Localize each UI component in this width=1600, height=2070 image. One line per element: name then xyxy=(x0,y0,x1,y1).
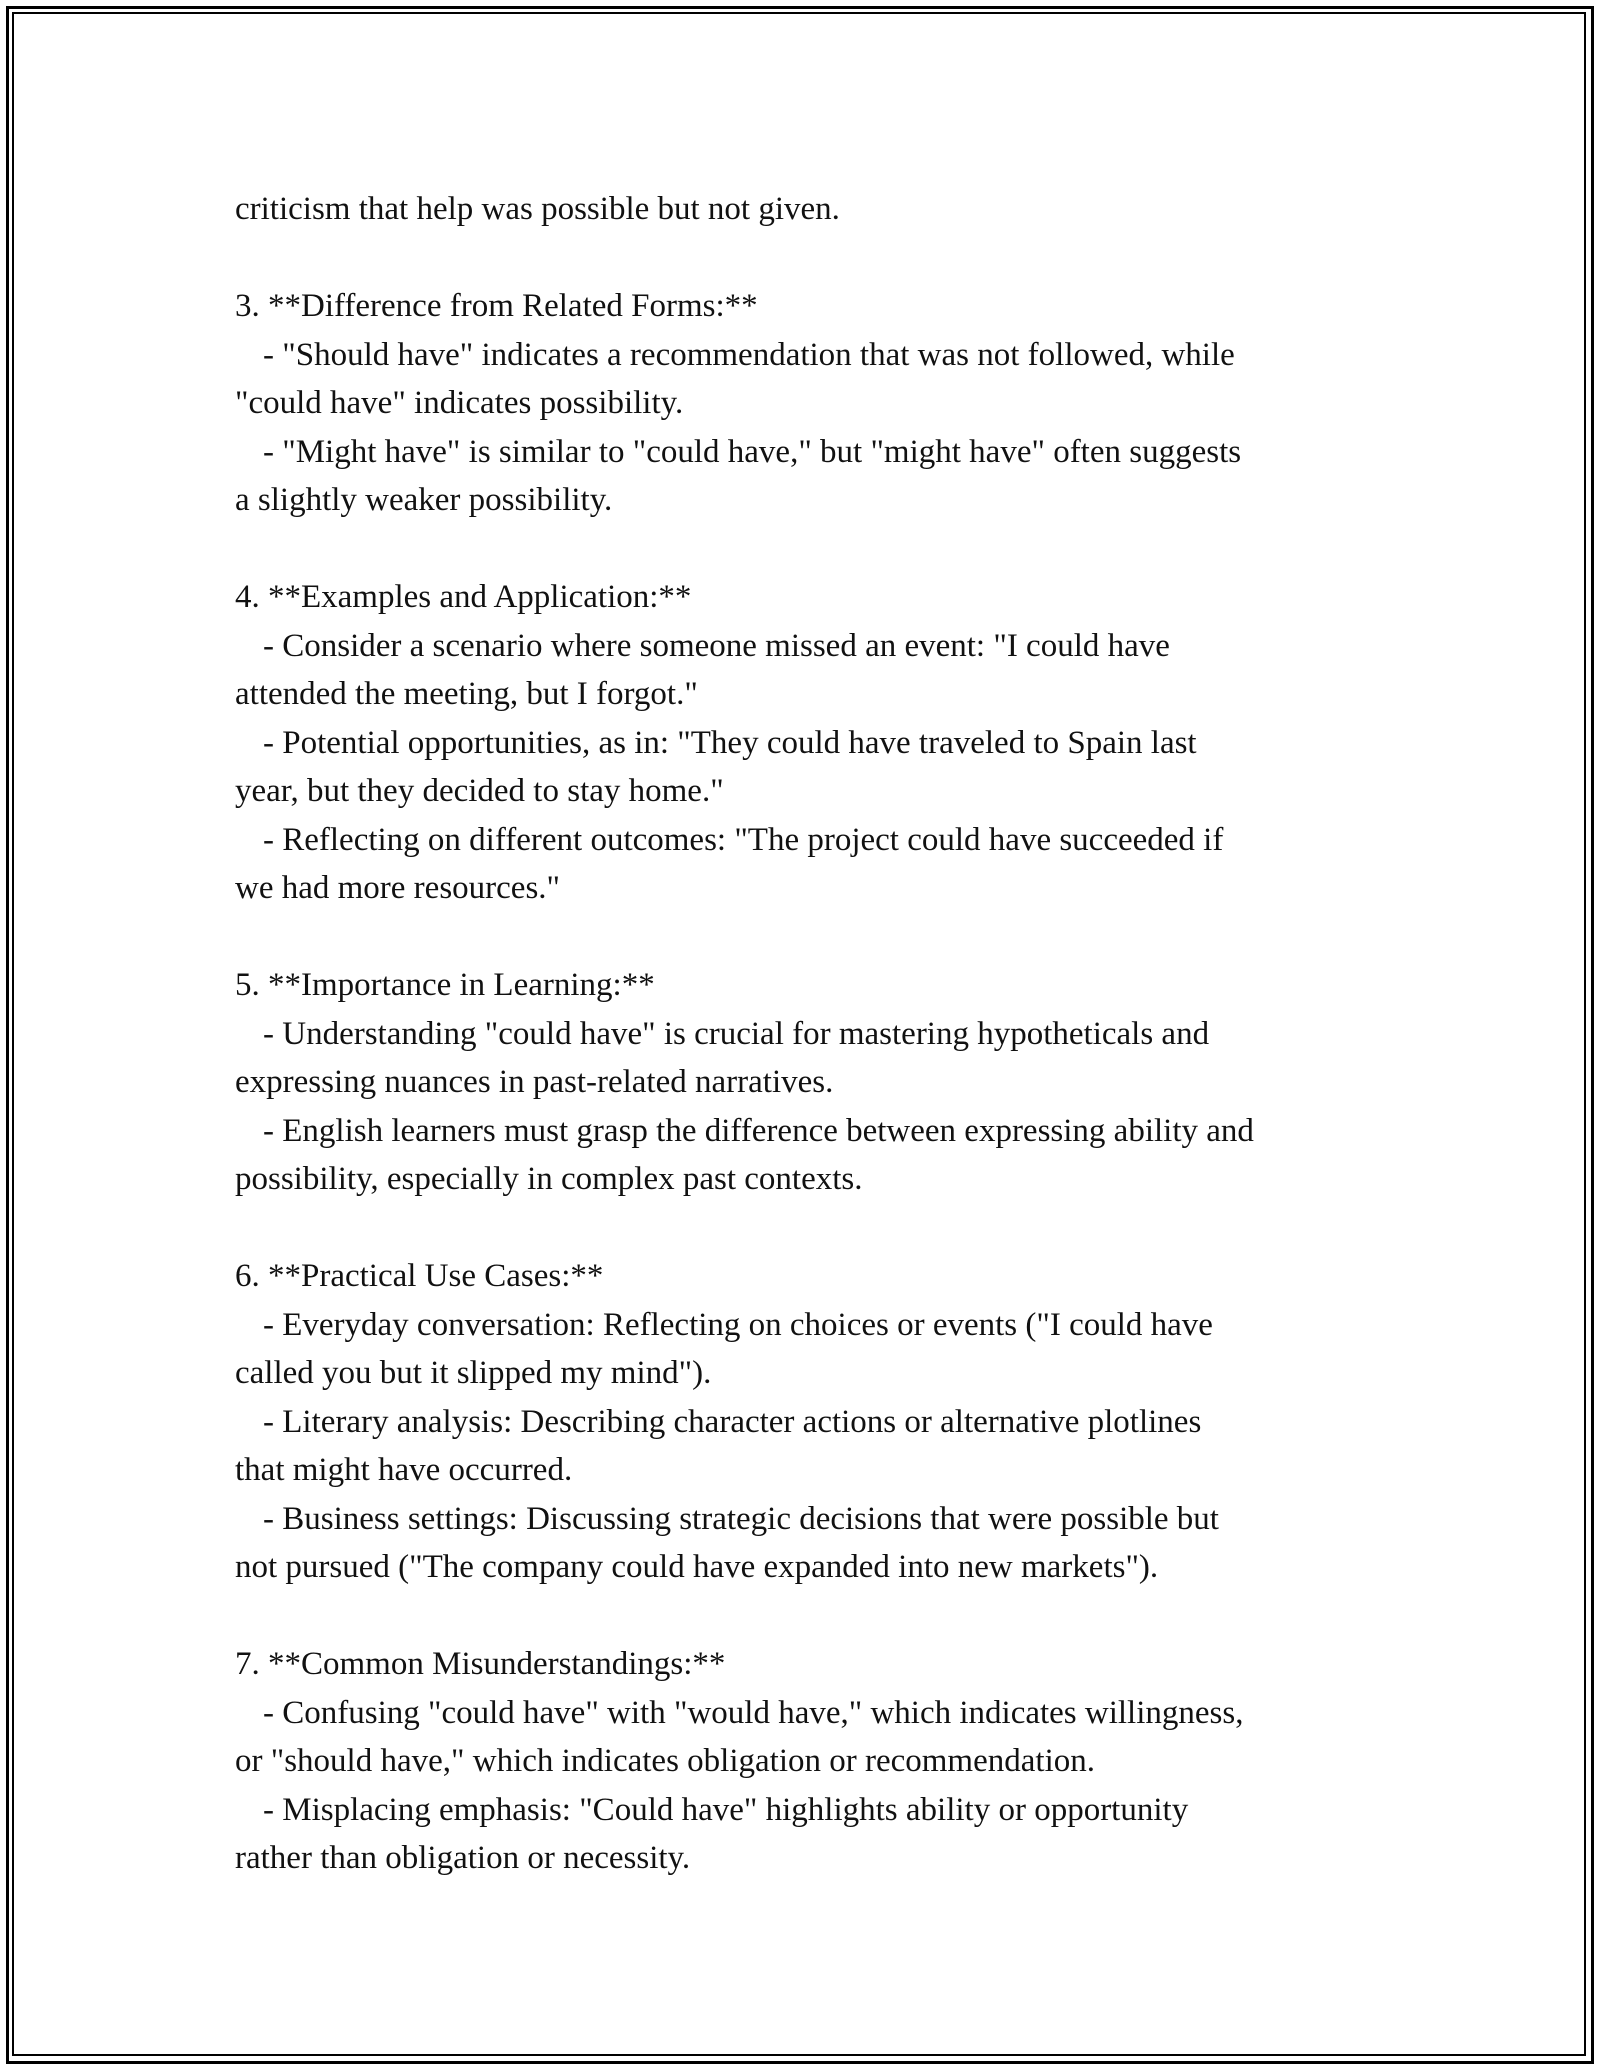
document-body xyxy=(235,185,1395,1883)
bullet-line: - Business settings: Discussing strategic decisions that were possible but xyxy=(263,1500,1219,1537)
section-heading: 4. **Examples and Application:** xyxy=(235,579,692,615)
paragraph-gap xyxy=(235,234,1395,283)
bullet-line: - Misplacing emphasis: "Could have" highlights ability or opportunity xyxy=(263,1791,1189,1828)
bullet-continuation: not pursued ("The company could have expanded into new markets"). xyxy=(235,1549,1159,1585)
bullet-line: - Reflecting on different outcomes: "The project could have succeeded if xyxy=(263,821,1224,858)
bullet-line: - Consider a scenario where someone missed an event: "I could have xyxy=(263,627,1170,664)
bullet-line: - English learners must grasp the difference between expressing ability and xyxy=(263,1112,1254,1149)
bullet-line: - Confusing "could have" with "would have," which indicates willingness, xyxy=(263,1694,1244,1731)
section-heading: 5. **Importance in Learning:** xyxy=(235,967,655,1003)
paragraph-gap xyxy=(235,1592,1395,1641)
bullet-continuation: a slightly weaker possibility. xyxy=(235,482,613,518)
bullet-continuation: called you but it slipped my mind"). xyxy=(235,1355,712,1391)
bullet-continuation: rather than obligation or necessity. xyxy=(235,1840,691,1876)
section-heading: 7. **Common Misunderstandings:** xyxy=(235,1646,726,1682)
section-heading: 6. **Practical Use Cases:** xyxy=(235,1258,604,1294)
paragraph-gap xyxy=(235,913,1395,962)
bullet-continuation: attended the meeting, but I forgot." xyxy=(235,676,698,712)
paragraph-gap xyxy=(235,525,1395,574)
section-heading: 3. **Difference from Related Forms:** xyxy=(235,288,758,324)
intro-continuation: criticism that help was possible but not given. xyxy=(235,191,840,227)
bullet-line: - "Should have" indicates a recommendation that was not followed, while xyxy=(263,336,1235,373)
bullet-continuation: that might have occurred. xyxy=(235,1452,573,1488)
bullet-line: - Everyday conversation: Reflecting on choices or events ("I could have xyxy=(263,1306,1213,1343)
bullet-continuation: or "should have," which indicates obligation or recommendation. xyxy=(235,1743,1095,1779)
bullet-continuation: "could have" indicates possibility. xyxy=(235,385,684,421)
bullet-line: - Understanding "could have" is crucial for mastering hypotheticals and xyxy=(263,1015,1210,1052)
bullet-continuation: possibility, especially in complex past contexts. xyxy=(235,1161,863,1197)
bullet-line: - Potential opportunities, as in: "They could have traveled to Spain last xyxy=(263,724,1197,761)
bullet-continuation: expressing nuances in past-related narratives. xyxy=(235,1064,834,1100)
paragraph-gap xyxy=(235,1204,1395,1253)
bullet-continuation: year, but they decided to stay home." xyxy=(235,773,724,809)
bullet-continuation: we had more resources." xyxy=(235,870,561,906)
bullet-line: - "Might have" is similar to "could have," but "might have" often suggests xyxy=(263,433,1242,470)
bullet-line: - Literary analysis: Describing character actions or alternative plotlines xyxy=(263,1403,1202,1440)
